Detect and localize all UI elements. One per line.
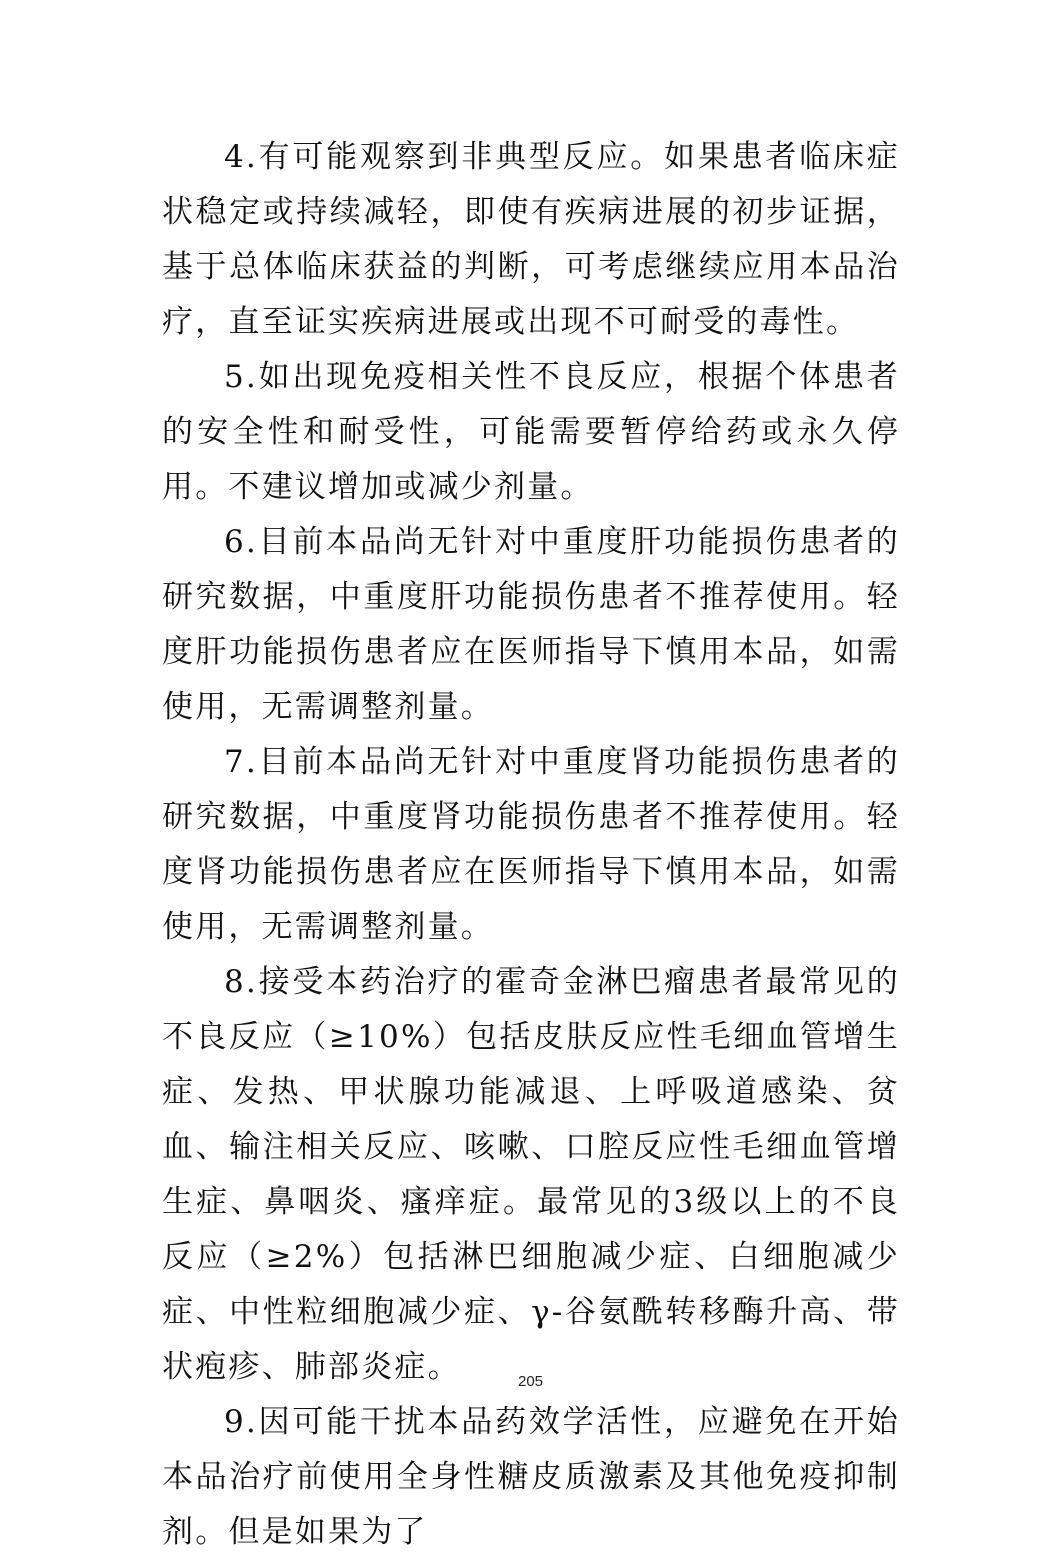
paragraph-8: 8.接受本药治疗的霍奇金淋巴瘤患者最常见的不良反应（≥10%）包括皮肤反应性毛细血管增生症、发热、甲状腺功能减退、上呼吸道感染、贫血、输注相关反应、咳嗽、口腔反应性毛细血管增生症、鼻咽炎、瘙痒症。最常见的3级以上的不良反应（≥2%）包括淋巴细胞减少症、白细胞减少症、中性粒细胞减少症、γ-谷氨酰转移酶升高、带状疱疹、肺部炎症。 — [162, 964, 900, 1385]
paragraph-7: 7.目前本品尚无针对中重度肾功能损伤患者的研究数据，中重度肾功能损伤患者不推荐使用。轻度肾功能损伤患者应在医师指导下慎用本品，如需使用，无需调整剂量。 — [162, 744, 900, 945]
paragraph-4: 4.有可能观察到非典型反应。如果患者临床症状稳定或持续减轻，即使有疾病进展的初步证据，基于总体临床获益的判断，可考虑继续应用本品治疗，直至证实疾病进展或出现不可耐受的毒性。 — [162, 139, 900, 340]
paragraph-9: 9.因可能干扰本品药效学活性，应避免在开始本品治疗前使用全身性糖皮质激素及其他免疫抑制剂。但是如果为了 — [162, 1404, 900, 1550]
page-number: 205 — [517, 1373, 544, 1390]
paragraph-5: 5.如出现免疫相关性不良反应，根据个体患者的安全性和耐受性，可能需要暂停给药或永久停用。不建议增加或减少剂量。 — [162, 359, 900, 505]
paragraph-6: 6.目前本品尚无针对中重度肝功能损伤患者的研究数据，中重度肝功能损伤患者不推荐使用。轻度肝功能损伤患者应在医师指导下慎用本品，如需使用，无需调整剂量。 — [162, 524, 900, 725]
document-body — [162, 130, 900, 1560]
